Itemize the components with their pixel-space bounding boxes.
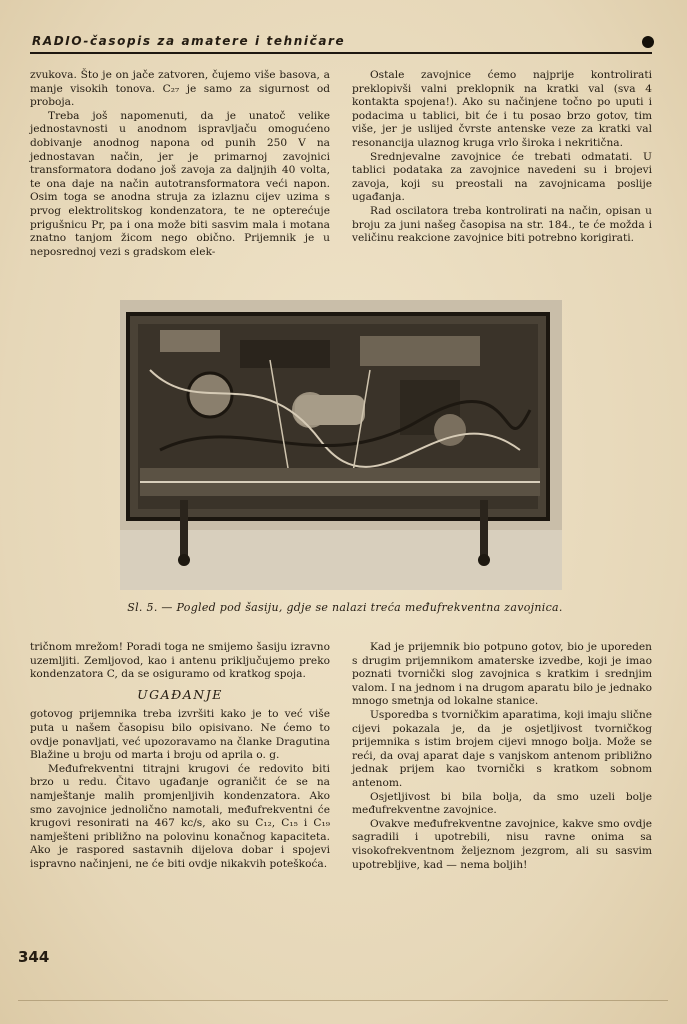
- figure-caption: Sl. 5. — Pogled pod šasiju, gdje se nalazi treća međufrekventna zavojnica.: [127, 601, 563, 614]
- paragraph: tričnom mrežom! Poradi toga ne smijemo šasiju izravno uzemljiti. Zemljovod, kao i antenu priključujemo preko kondenzatora C, da se osiguramo od kratkog spoja.: [30, 641, 330, 681]
- header-bullet-icon: [642, 36, 654, 48]
- paragraph: zvukova. Što je on jače zatvoren, čujemo više basova, a manje visokih tonova. C₂₇ je samo za sigurnost od proboja.: [30, 69, 330, 109]
- journal-title: RADIO-časopis za amatere i tehničare: [32, 34, 346, 48]
- section-heading: UGAĐANJE: [137, 686, 223, 702]
- column-top-left: [30, 69, 330, 259]
- paragraph: Međufrekventni titrajni krugovi će redovito biti brzo u redu. Čitavo ugađanje ograničit će se na namještanje malih promjenljivih kondenzatora. Ako smo zavojnice jednolično namotali, međufrekventni će krugovi resonirati na 467 kc/s, ako su C₁₂, C₁₅ i C₁₉ namješteni približno na polovinu konačnog kapaciteta. Ako je raspored sastavnih dijelova dobar i spojevi ispravno načinjeni, ne će biti ovdje nikakvih poteškoća.: [30, 762, 330, 870]
- paragraph: gotovog prijemnika treba izvršiti kako je to već više puta u našem časopisu bilo opisivano. Ne ćemo to ovdje ponavljati, već upozoravamo na članke Dragutina Blažine u broju od marta i broju od aprila o. g.: [30, 708, 330, 762]
- paragraph: Ovakve međufrekventne zavojnice, kakve smo ovdje sagradili i upotrebili, nisu ravne onima sa visokofrekventnom željeznom jezgrom, ali su sasvim upotrebljive, kad — nema boljih!: [352, 817, 652, 871]
- column-top-right: [352, 69, 652, 246]
- paragraph: Srednjevalne zavojnice će trebati odmatati. U tablici podataka za zavojnice navedeni su i brojevi zavoja, koji su preostali na zavojnicama poslije ugađanja.: [352, 150, 652, 204]
- running-header: [30, 34, 652, 54]
- paragraph: Rad oscilatora treba kontrolirati na način, opisan u broju za juni našeg časopisa na str. 184., te će možda i veličinu reakcione zavojnice biti potrebno korigirati.: [352, 204, 652, 245]
- column-bottom-left: [30, 641, 330, 872]
- page-number: 344: [18, 948, 50, 966]
- paragraph: Kad je prijemnik bio potpuno gotov, bio je uporeden s drugim prijemnikom amaterske izvedbe, koji je imao poznati tvornički slog zavojnica s kratkim i srednjim valom. I na jednom i na drugom aparatu bilo je jednako mnogo smetnja od lokalne stanice.: [352, 641, 652, 708]
- bottom-divider: [18, 1000, 668, 1001]
- paragraph: Treba još napomenuti, da je unatoč velike jednostavnosti u anodnom ispravljaču omogućeno dobivanje anodnog napona od punih 250 V na jednostavan način, jer je primarnoj zavojnici transformatora dodano još zavoja za daljnjih 40 volta, te ona daje na način autotransformatora veći napon. Osim toga se anodna struja za izlaznu cijev uzima s prvog elektrolitskog kondenzatora, te ne opterećuje prigušnicu Pr, pa i ona može biti sasvim mala i motana znatno tanjom žicom nego obično. Prijemnik je u neposrednoj vezi s gradskom elek-: [30, 109, 330, 258]
- column-bottom-right: [352, 641, 652, 872]
- paragraph: Ostale zavojnice ćemo najprije kontrolirati preklopivši valni preklopnik na kratki val (sva 4 kontakta spojena!). Ako su načinjene točno po uputi i podacima u tablici, bit će i tu posao brzo gotov, tim više, jer je uslijed čvrste antenske veze za kratki val resonancija ulaznog kruga vrlo široka i nekritična.: [352, 69, 652, 149]
- paragraph: Osjetljivost bi bila bolja, da smo uzeli bolje međufrekventne zavojnice.: [352, 790, 652, 817]
- chassis-photo: [120, 300, 562, 590]
- paragraph: Usporedba s tvorničkim aparatima, koji imaju slične cijevi pokazala je, da je osjetljivost tvorničkog prijemnika s istim brojem cijevi mnogo bolja. Može se reći, da ovaj aparat daje s vanjskom antenom približno jednak prijem kao tvornički s kratkom sobnom antenom.: [352, 708, 652, 789]
